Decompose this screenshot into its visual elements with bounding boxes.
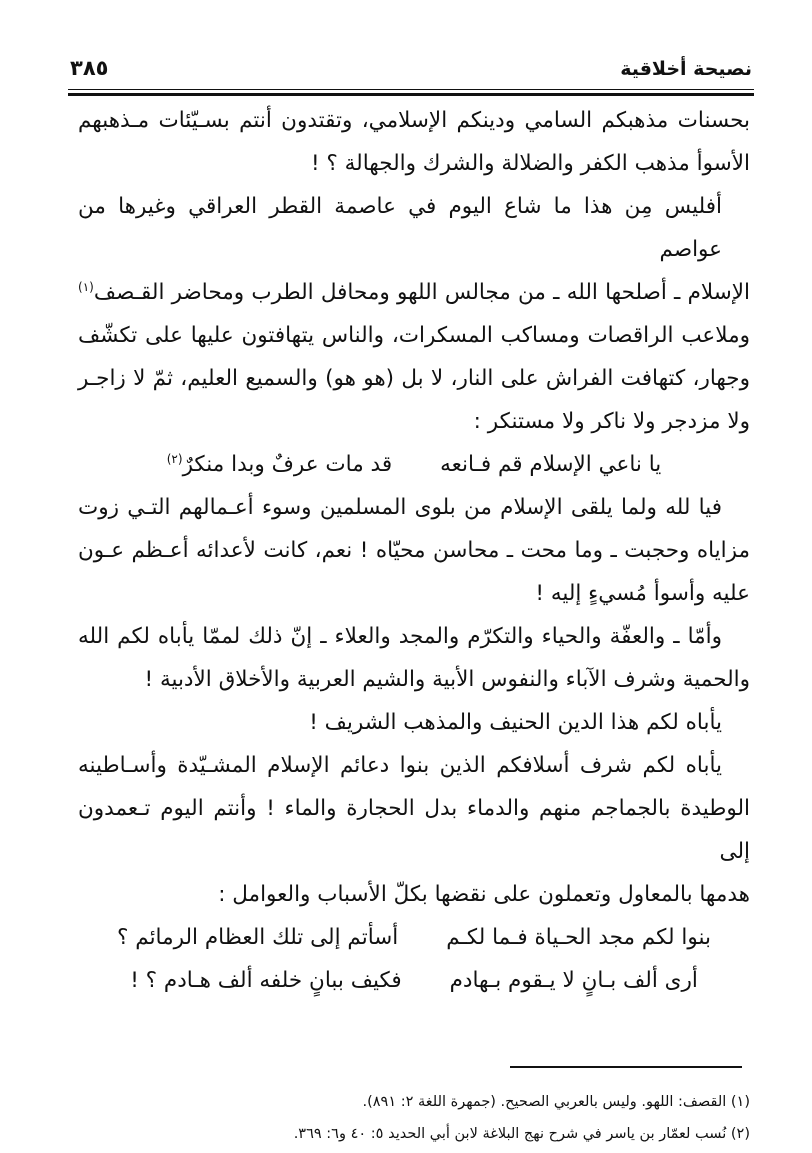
header-title: نصيحة أخلاقية: [620, 58, 752, 80]
verse-3: [78, 959, 750, 1002]
text-line: يأباه لكم هذا الدين الحنيف والمذهب الشريف !: [309, 710, 722, 735]
header-rule-thin: [68, 89, 754, 90]
text-line-content: الإسلام ـ أصلحها الله ـ من مجالس اللهو ومحافل الطرب ومحاضر القـصف: [93, 280, 750, 305]
verse-2-first: بنوا لكم مجد الحـياة فـما لكـم: [446, 925, 711, 950]
verse-3-first: أرى ألف بـانٍ لا يـقوم بـهادم: [449, 968, 698, 993]
text-line: يأباه لكم شرف أسلافكم الذين بنوا دعائم الإسلام المشـيّدة وأسـاطينه: [78, 753, 722, 778]
verse-2: [78, 916, 750, 959]
text-line: الأسوأ مذهب الكفر والضلالة والشرك والجهالة ؟ !: [310, 151, 750, 176]
text-line: وملاعب الراقصات ومساكب المسكرات، والناس يتهافتون عليها على تكشّف: [78, 323, 750, 348]
text-line: فيا لله ولما يلقى الإسلام من بلوى المسلمين وسوء أعـمالهم التـي زوت: [78, 495, 722, 520]
text-line: الوطيدة بالجماجم منهم والدماء بدل الحجارة والماء ! وأنتم اليوم تـعمدون إلى: [78, 796, 750, 864]
footnotes: [78, 1066, 750, 1150]
running-header: [0, 0, 812, 99]
footnote-ref: (٢): [166, 451, 183, 466]
verse-2-second: أسأتم إلى تلك العظام الرمائم ؟: [117, 925, 399, 950]
page-number: ٣٨٥: [70, 56, 109, 80]
verse-text: قد مات عرفٌ وبدا منكرٌ: [182, 452, 393, 477]
text-line: [78, 271, 750, 314]
footnote-separator: [510, 1066, 742, 1068]
footnote-1: (١) القصف: اللهو. وليس بالعربي الصحيح. (جمهرة اللغة ٢: ٨٩١).: [362, 1093, 750, 1110]
text-line: وجهار، كتهافت الفراش على النار، لا بل (هو هو) والسميع العليم، ثمّ لا زاجـر: [78, 366, 750, 391]
text-line: عليه وأسوأ مُسيءٍ إليه !: [535, 581, 750, 606]
header-rule-thick: [68, 93, 754, 96]
text-line: مزاياه وحجبت ـ وما محت ـ محاسن محيّاه ! نعم، كانت لأعدائه أعـظم عـون: [78, 538, 750, 563]
text-line: والحمية وشرف الآباء والنفوس الأبية والشيم العربية والأخلاق الأدبية !: [144, 667, 750, 692]
text-line: هدمها بالمعاول وتعملون على نقضها بكلّ الأسباب والعوامل :: [218, 882, 750, 907]
footnote-2: (٢) نُسب لعمّار بن ياسر في شرح نهج البلاغة لابن أبي الحديد ٥: ٤٠ و٦: ٣٦٩.: [293, 1125, 750, 1142]
verse-1-first: يا ناعي الإسلام قم فـانعه: [440, 452, 662, 477]
footnote-ref: (١): [78, 279, 94, 294]
text-line: ولا مزدجر ولا ناكر ولا مستنكر :: [473, 409, 750, 434]
body-text: [78, 99, 750, 1002]
text-line: بحسنات مذهبكم السامي ودينكم الإسلامي، وتقتدون أنتم بسـيّئات مـذهبهم: [78, 108, 750, 133]
text-line: وأمّا ـ والعفّة والحياء والتكرّم والمجد والعلاء ـ إنّ ذلك لممّا يأباه لكم الله: [78, 624, 722, 649]
verse-1-second: [167, 443, 392, 486]
verse-3-second: فكيف ببانٍ خلفه ألف هـادم ؟ !: [130, 968, 402, 993]
text-line: أفليس مِن هذا ما شاع اليوم في عاصمة القطر العراقي وغيرها من عواصم: [78, 194, 722, 262]
verse-1: [78, 443, 750, 486]
